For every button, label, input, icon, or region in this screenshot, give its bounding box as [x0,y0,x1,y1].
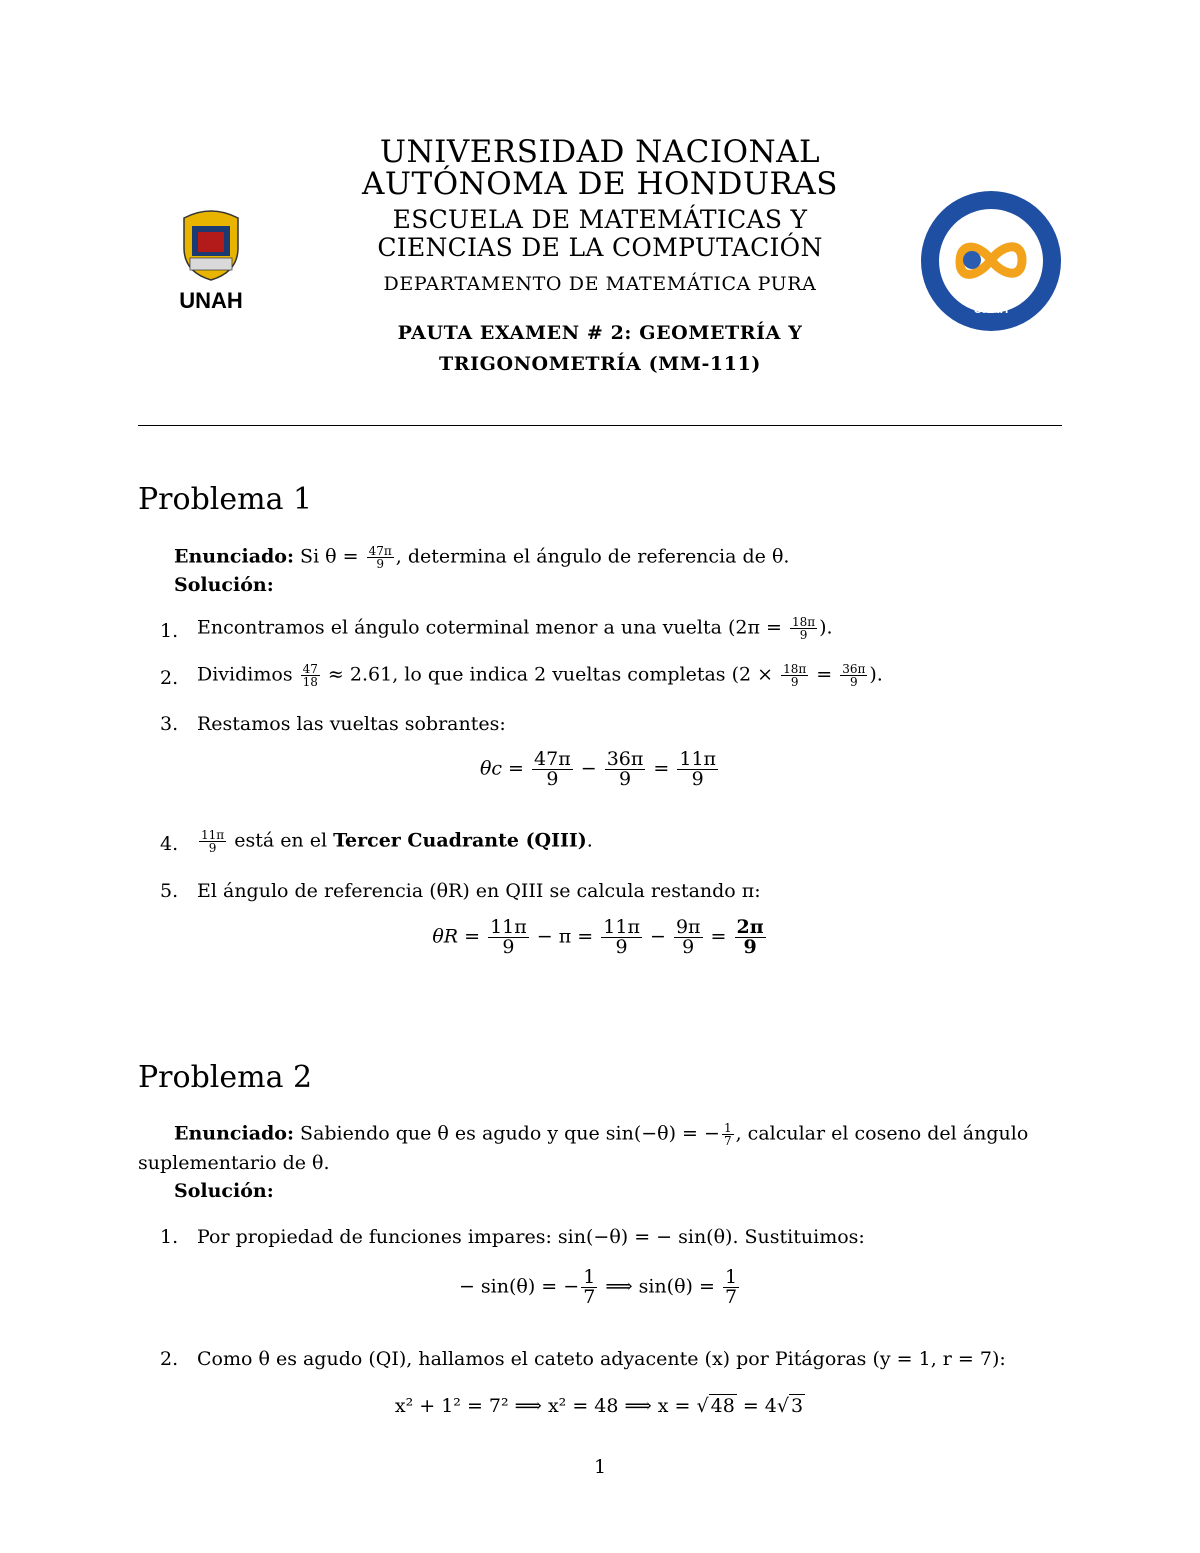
p1-step-5: El ángulo de referencia (θR) en QIII se calcula restando π: [197,880,761,902]
p2-step-2: Como θ es agudo (QI), hallamos el cateto adyacente (x) por Pitágoras (y = 1, r = 7): [197,1348,1006,1370]
solution-label: Solución: [174,1180,274,1202]
p1-step-2: Dividimos $\frac{47}{18}$ ≈ 2.61, lo que indica 2 vueltas completas (2 × $\frac{18\pi}{9}$ = $\frac{36\pi}{9}$ ). [197,662,883,689]
p1-step-1: Encontramos el ángulo coterminal menor a una vuelta (2π = $\frac{18\pi}{9}$ ). [197,615,833,642]
p2-equation-pythagoras: x² + 1² = 7² ⟹ x² = 48 ⟹ x = √ 48 = 4√ 3 [394,1395,804,1417]
step-number: 5. [160,880,179,902]
step-number: 1. [160,620,179,642]
p1-step-4: $\frac{11\pi}{9}$ está en el Tercer Cuadrante (QIII). [201,828,593,855]
university-name-line1: UNIVERSIDAD NACIONAL [379,134,821,170]
fraction-47pi-9: $\frac{47\pi}{9}$ [368,544,392,571]
p2-step-1: Por propiedad de funciones impares: sin(−θ) = − sin(θ). Sustituimos: [197,1226,865,1248]
exam-title-line2: TRIGONOMETRÍA (MM-111) [439,353,761,375]
step-number: 1. [160,1226,179,1248]
p2-equation-sine: − sin(θ) = − $\frac{1}{7}$ ⟹ sin(θ) = $\frac{1}{7}$ [458,1266,738,1308]
department-name: DEPARTAMENTO DE MATEMÁTICA PURA [383,273,817,295]
step-number: 3. [160,713,179,735]
step-number: 4. [160,833,179,855]
problem-2-statement: Enunciado: Sabiendo que θ es agudo y que sin(−θ) = − $\frac{1}{7}$ , calcular el coseno del ángulo [174,1121,1029,1148]
p1-equation-coterminal: θc = $\frac{47\pi}{9}$ − $\frac{36\pi}{9}$ = $\frac{11\pi}{9}$ [479,748,717,790]
p1-equation-reference: θR = $\frac{11\pi}{9}$ − π = $\frac{11\pi}{9}$ − $\frac{9\pi}{9}$ = $\frac{2\pi}{9}$ [432,916,764,958]
problem-2-statement-line2: suplementario de θ. [138,1152,330,1174]
step-number: 2. [160,1348,179,1370]
problem-1-title: Problema 1 [138,482,313,517]
problem-2-title: Problema 2 [138,1060,313,1095]
statement-text: , determina el ángulo de referencia de θ. [395,545,790,568]
school-name-line1: ESCUELA DE MATEMÁTICAS Y [392,205,808,234]
enunciado-label: Enunciado: [174,545,294,568]
step-number: 2. [160,667,179,689]
p1-step-3: Restamos las vueltas sobrantes: [197,713,506,735]
escuela-seal-text: UNAH [973,302,1009,316]
unah-logo-text: UNAH [179,288,243,313]
exam-title-line1: PAUTA EXAMEN # 2: GEOMETRÍA Y [397,322,803,344]
statement-text: Si θ = [300,545,365,568]
solution-label: Solución: [174,574,274,596]
university-name-line2: AUTÓNOMA DE HONDURAS [362,166,838,202]
page-number: 1 [593,1456,607,1478]
problem-1-statement [174,545,789,570]
school-name-line2: CIENCIAS DE LA COMPUTACIÓN [377,233,823,262]
header-divider [138,425,1062,426]
